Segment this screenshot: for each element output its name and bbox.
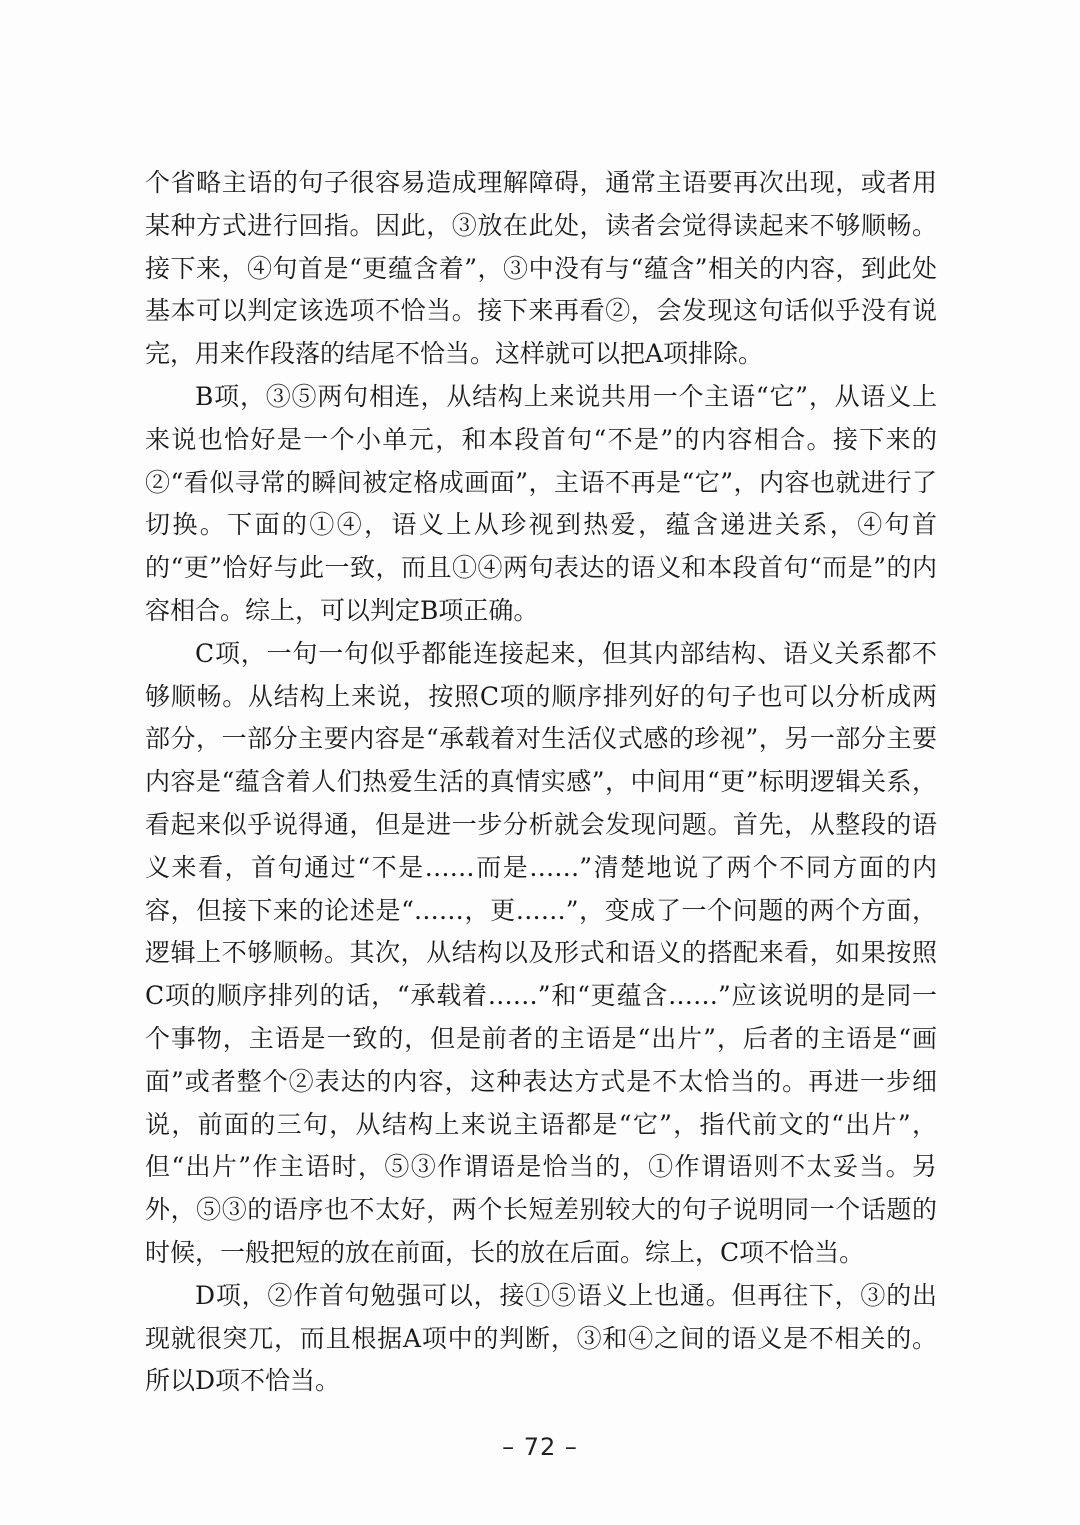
- page-number: – 72 –: [502, 1433, 578, 1461]
- paragraph-d-analysis: D项，②作首句勉强可以，接①⑤语义上也通。但再往下，③的出现就很突兀，而且根据A项中的判断，③和④之间的语义是不相关的。所以D项不恰当。: [145, 1280, 937, 1396]
- body-text: [145, 162, 937, 1403]
- paragraph-a-analysis: 个省略主语的句子很容易造成理解障碍，通常主语要再次出现，或者用某种方式进行回指。因此，③放在此处，读者会觉得读起来不够顺畅。接下来，④句首是“更蕴含着”，③中没有与“蕴含”相关的内容，到此处基本可以判定该选项不恰当。接下来再看②，会发现这句话似乎没有说完，用来作段落的结尾不恰当。这样就可以把A项排除。: [145, 168, 937, 369]
- paragraph-b-analysis: B项，③⑤两句相连，从结构上来说共用一个主语“它”，从语义上来说也恰好是一个小单元，和本段首句“不是”的内容相合。接下来的②“看似寻常的瞬间被定格成画面”，主语不再是“它”，内容也就进行了切换。下面的①④，语义上从珍视到热爱，蕴含递进关系，④句首的“更”恰好与此一致，而且①④两句表达的语义和本段首句“而是”的内容相合。综上，可以判定B项正确。: [145, 381, 937, 625]
- paragraph-c-analysis: C项，一句一句似乎都能连接起来，但其内部结构、语义关系都不够顺畅。从结构上来说，按照C项的顺序排列好的句子也可以分析成两部分，一部分主要内容是“承载着对生活仪式感的珍视”，另一部分主要内容是“蕴含着人们热爱生活的真情实感”，中间用“更”标明逻辑关系，看起来似乎说得通，但是进一步分析就会发现问题。首先，从整段的语义来看，首句通过“不是……而是……”清楚地说了两个不同方面的内容，但接下来的论述是“……，更……”，变成了一个问题的两个方面，逻辑上不够顺畅。其次，从结构以及形式和语义的搭配来看，如果按照C项的顺序排列的话，“承载着……”和“更蕴含……”应该说明的是同一个事物，主语是一致的，但是前者的主语是“出片”，后者的主语是“画面”或者整个②表达的内容，这种表达方式是不太恰当的。再进一步细说，前面的三句，从结构上来说主语都是“它”，指代前文的“出片”，但“出片”作主语时，⑤③作谓语是恰当的，①作谓语则不太妥当。另外，⑤③的语序也不太好，两个长短差别较大的句子说明同一个话题的时候，一般把短的放在前面，长的放在后面。综上，C项不恰当。: [145, 638, 937, 1267]
